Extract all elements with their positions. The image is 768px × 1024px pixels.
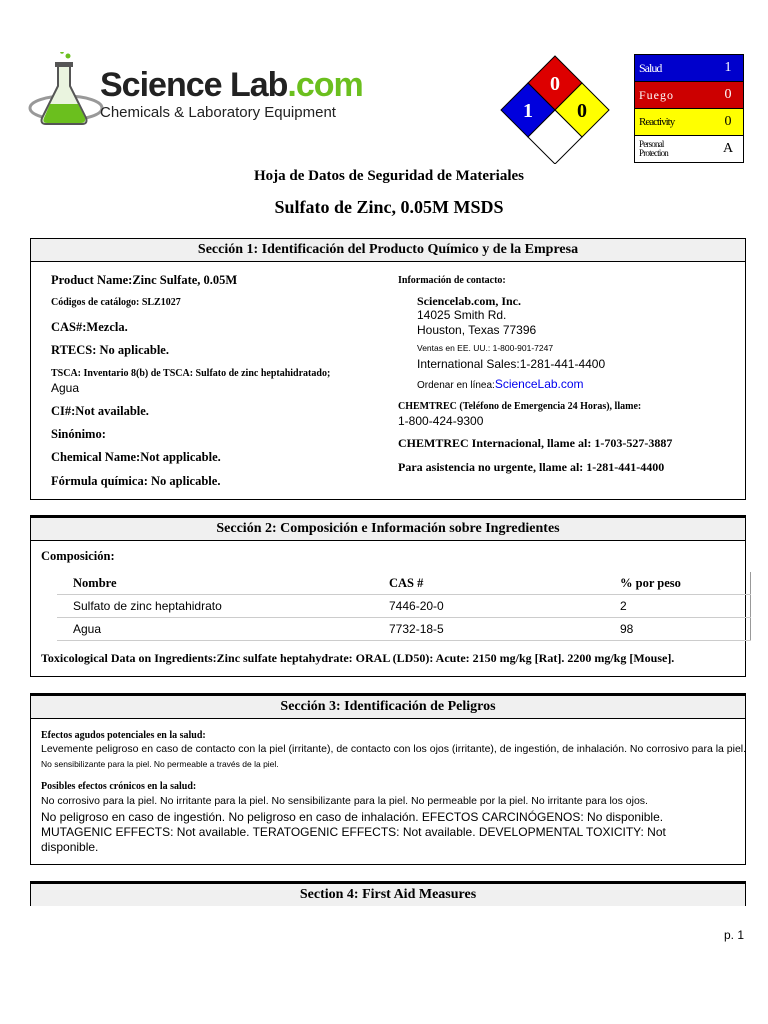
chronic-effects-line-2: No peligroso en caso de ingestión. No peligroso en caso de inhalación. EFECTOS CARCINÓGENOS: No disponible. [41, 810, 664, 824]
table-header-row [57, 572, 751, 595]
international-sales: International Sales:1-281-441-4400 [417, 357, 606, 371]
column-header-cas: CAS # [389, 572, 620, 595]
page-number: p. 1 [723, 928, 744, 942]
document-subtitle: Sulfato de Zinc, 0.05M MSDS [274, 197, 504, 217]
synonym: Sinónimo: [51, 427, 106, 441]
section-2 [30, 515, 746, 677]
hazard-label: Reactivity [639, 116, 675, 128]
catalog-code: Códigos de catálogo: SLZ1027 [51, 297, 181, 308]
section-1 [30, 238, 746, 500]
hazard-row-fire [634, 81, 744, 108]
chemtrec: CHEMTREC (Teléfono de Emergencia 24 Horas), llame: [398, 401, 642, 412]
table-row [57, 595, 751, 618]
chemtrec-international: CHEMTREC Internacional, llame al: 1-703-527-3887 [398, 436, 673, 450]
nfpa-diamond-icon [500, 54, 610, 164]
ingredient-name: Agua [57, 618, 389, 641]
ingredient-percent: 98 [620, 618, 751, 641]
hazard-rating-table [634, 54, 744, 163]
hazard-label: Salud [639, 60, 662, 75]
section-4-heading: Section 4: First Aid Measures [31, 882, 745, 906]
section-1-heading: Sección 1: Identificación del Producto Químico y de la Empresa [31, 239, 745, 262]
composition-label: Composición: [41, 549, 115, 563]
column-header-name: Nombre [57, 572, 389, 595]
ingredient-cas: 7732-18-5 [389, 618, 620, 641]
section-3 [30, 693, 746, 865]
hazard-label: Personal Protection [639, 139, 668, 158]
hazard-row-reactivity [634, 108, 744, 135]
chronic-effects-line-1: No corrosivo para la piel. No irritante para la piel. No sensibilizante para la piel. No permeable por la piel. No irritante para los ojos. [41, 795, 648, 807]
document-title: Hoja de Datos de Seguridad de Materiales [254, 168, 524, 184]
logo-name: Science Lab.com [100, 66, 363, 104]
order-online [417, 377, 584, 391]
order-link[interactable]: ScienceLab.com [494, 377, 584, 391]
nfpa-health: 1 [523, 100, 533, 122]
ingredient-cas: 7446-20-0 [389, 595, 620, 618]
rtecs: RTECS: No aplicable. [51, 343, 169, 357]
contact-label: Información de contacto: [398, 275, 506, 286]
non-urgent-assistance: Para asistencia no urgente, llame al: 1-281-441-4400 [398, 460, 665, 474]
tsca-continued: Agua [51, 381, 80, 395]
hazard-value: 1 [724, 60, 732, 75]
nfpa-reactivity: 0 [577, 100, 587, 122]
chronic-effects-line-3: MUTAGENIC EFFECTS: Not available. TERATOGENIC EFFECTS: Not available. DEVELOPMENTAL TOXICITY: Not [41, 825, 666, 839]
section-3-heading: Sección 3: Identificación de Peligros [31, 694, 745, 719]
nfpa-flammability: 0 [550, 73, 560, 95]
chemical-name: Chemical Name:Not applicable. [51, 450, 221, 464]
logo-tagline: Chemicals & Laboratory Equipment [100, 104, 336, 121]
address-line-2: Houston, Texas 77396 [417, 323, 537, 337]
address-line-1: 14025 Smith Rd. [417, 308, 507, 322]
us-sales: Ventas en EE. UU.: 1-800-901-7247 [417, 343, 554, 353]
acute-effects-text: Levemente peligroso en caso de contacto con la piel (irritante), de contacto con los ojos (irritante), de ingestión, de inhalación. No corrosivo para la piel. [41, 743, 747, 755]
hazard-value: A [722, 141, 734, 156]
tsca: TSCA: Inventario 8(b) de TSCA: Sulfato de zinc heptahidratado; [51, 368, 331, 379]
product-name: Product Name:Zinc Sulfate, 0.05M [51, 273, 238, 287]
ingredients-table [57, 572, 751, 641]
hazard-value: 0 [724, 114, 732, 129]
acute-effects-label: Efectos agudos potenciales en la salud: [41, 730, 206, 741]
hazard-row-protection [634, 135, 744, 163]
chemtrec-phone: 1-800-424-9300 [398, 414, 484, 428]
chronic-effects-line-4: disponible. [41, 840, 99, 854]
toxicological-data: Toxicological Data on Ingredients:Zinc sulfate heptahydrate: ORAL (LD50): Acute: 2150 mg/kg [Rat]. 2200 mg/kg [Mouse]. [41, 651, 675, 665]
flask-icon [28, 52, 108, 134]
column-header-percent: % por peso [620, 572, 751, 595]
hazard-row-health [634, 54, 744, 81]
table-row [57, 618, 751, 641]
section-2-heading: Sección 2: Composición e Información sobre Ingredientes [31, 516, 745, 541]
ingredient-percent: 2 [620, 595, 751, 618]
section-4 [30, 881, 746, 906]
chronic-effects-label: Posibles efectos crónicos en la salud: [41, 781, 197, 792]
ci-number: CI#:Not available. [51, 404, 149, 418]
company-name: Sciencelab.com, Inc. [417, 294, 521, 308]
chemical-formula: Fórmula química: No aplicable. [51, 474, 221, 488]
cas-number: CAS#:Mezcla. [51, 320, 128, 334]
hazard-value: 0 [724, 87, 732, 102]
acute-effects-text-2: No sensibilizante para la piel. No permeable a través de la piel. [41, 759, 279, 769]
ingredient-name: Sulfato de zinc heptahidrato [57, 595, 389, 618]
hazard-label: Fuego [639, 87, 674, 102]
order-label: Ordenar en línea: [417, 380, 495, 391]
